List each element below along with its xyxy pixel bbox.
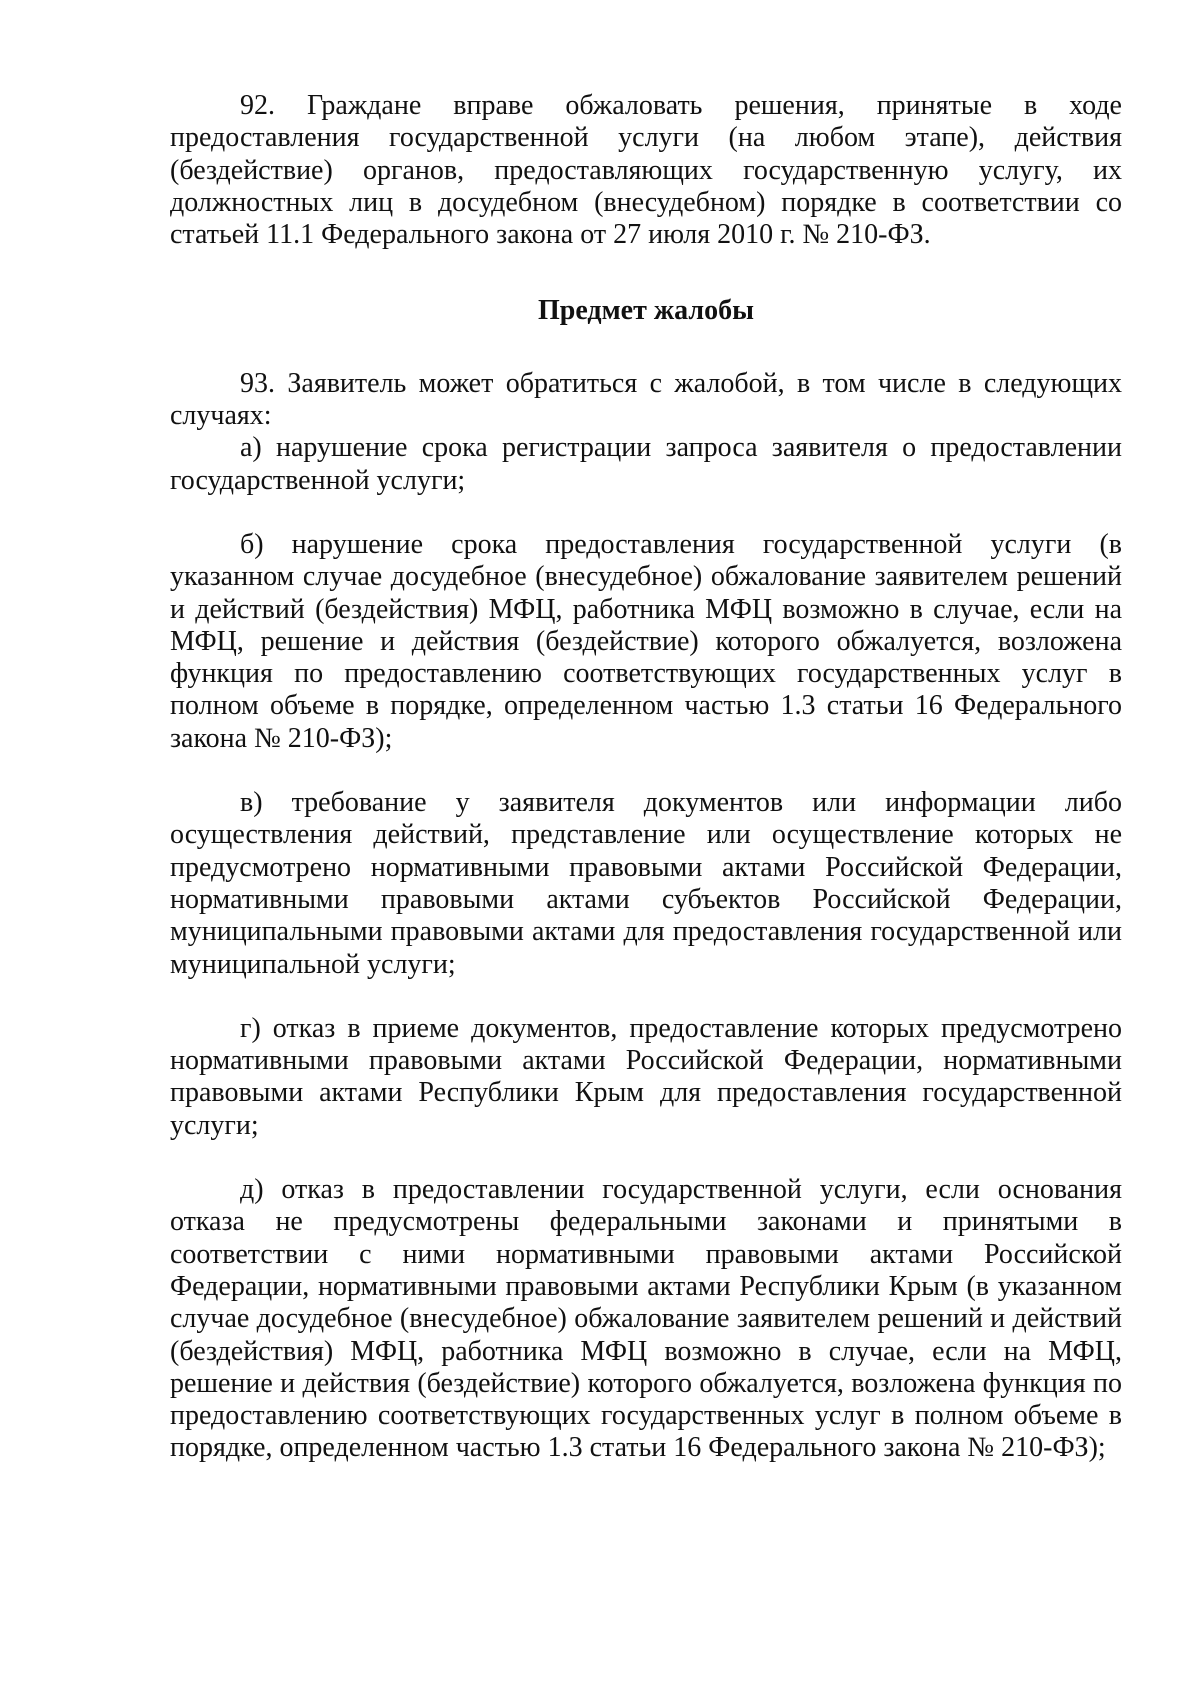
paragraph-93: 93. Заявитель может обратиться с жалобой, в том числе в следующих случаях: (170, 367, 1122, 432)
paragraph-92: 92. Граждане вправе обжаловать решения, принятые в ходе предоставления государственной услуги (на любом этапе), действия (бездействие) органов, предоставляющих государственную услугу, их должностных лиц в досудебном (внесудебном) порядке в соответствии со статьей 11.1 Федерального закона от 27 июля 2010 г. № 210-ФЗ. (170, 90, 1122, 251)
clause-d: д) отказ в предоставлении государственной услуги, если основания отказа не предусмотрены федеральными законами и принятыми в соответствии с ними нормативными правовыми актами Российской Федерации, нормативными правовыми актами Республики Крым (в указанном случае досудебное (внесудебное) обжалование заявителем решений и действий (бездействия) МФЦ, работника МФЦ возможно в случае, если на МФЦ, решение и действия (бездействие) которого обжалуется, возложена функция по предоставлению соответствующих государственных услуг в полном объеме в порядке, определенном частью 1.3 статьи 16 Федерального закона № 210-ФЗ); (170, 1174, 1122, 1464)
clause-v: в) требование у заявителя документов или информации либо осуществления действий, представление или осуществление которых не предусмотрено нормативными правовыми актами Российской Федерации, нормативными правовыми актами субъектов Российской Федерации, муниципальными правовыми актами для предоставления государственной или муниципальной услуги; (170, 787, 1122, 980)
clause-a: а) нарушение срока регистрации запроса заявителя о предоставлении государственной услуги; (170, 432, 1122, 496)
section-heading: Предмет жалобы (538, 295, 754, 327)
clause-b: б) нарушение срока предоставления государственной услуги (в указанном случае досудебное (внесудебное) обжалование заявителем решений и действий (бездействия) МФЦ, работника МФЦ возможно в случае, если на МФЦ, решение и действия (бездействие) которого обжалуется, возложена функция по предоставлению соответствующих государственных услуг в полном объеме в порядке, определенном частью 1.3 статьи 16 Федерального закона № 210-ФЗ); (170, 528, 1122, 754)
document-body (170, 90, 1122, 1465)
clause-g: г) отказ в приеме документов, предоставление которых предусмотрено нормативными правовыми актами Российской Федерации, нормативными правовыми актами Республики Крым для предоставления государственной услуги; (170, 1012, 1122, 1141)
